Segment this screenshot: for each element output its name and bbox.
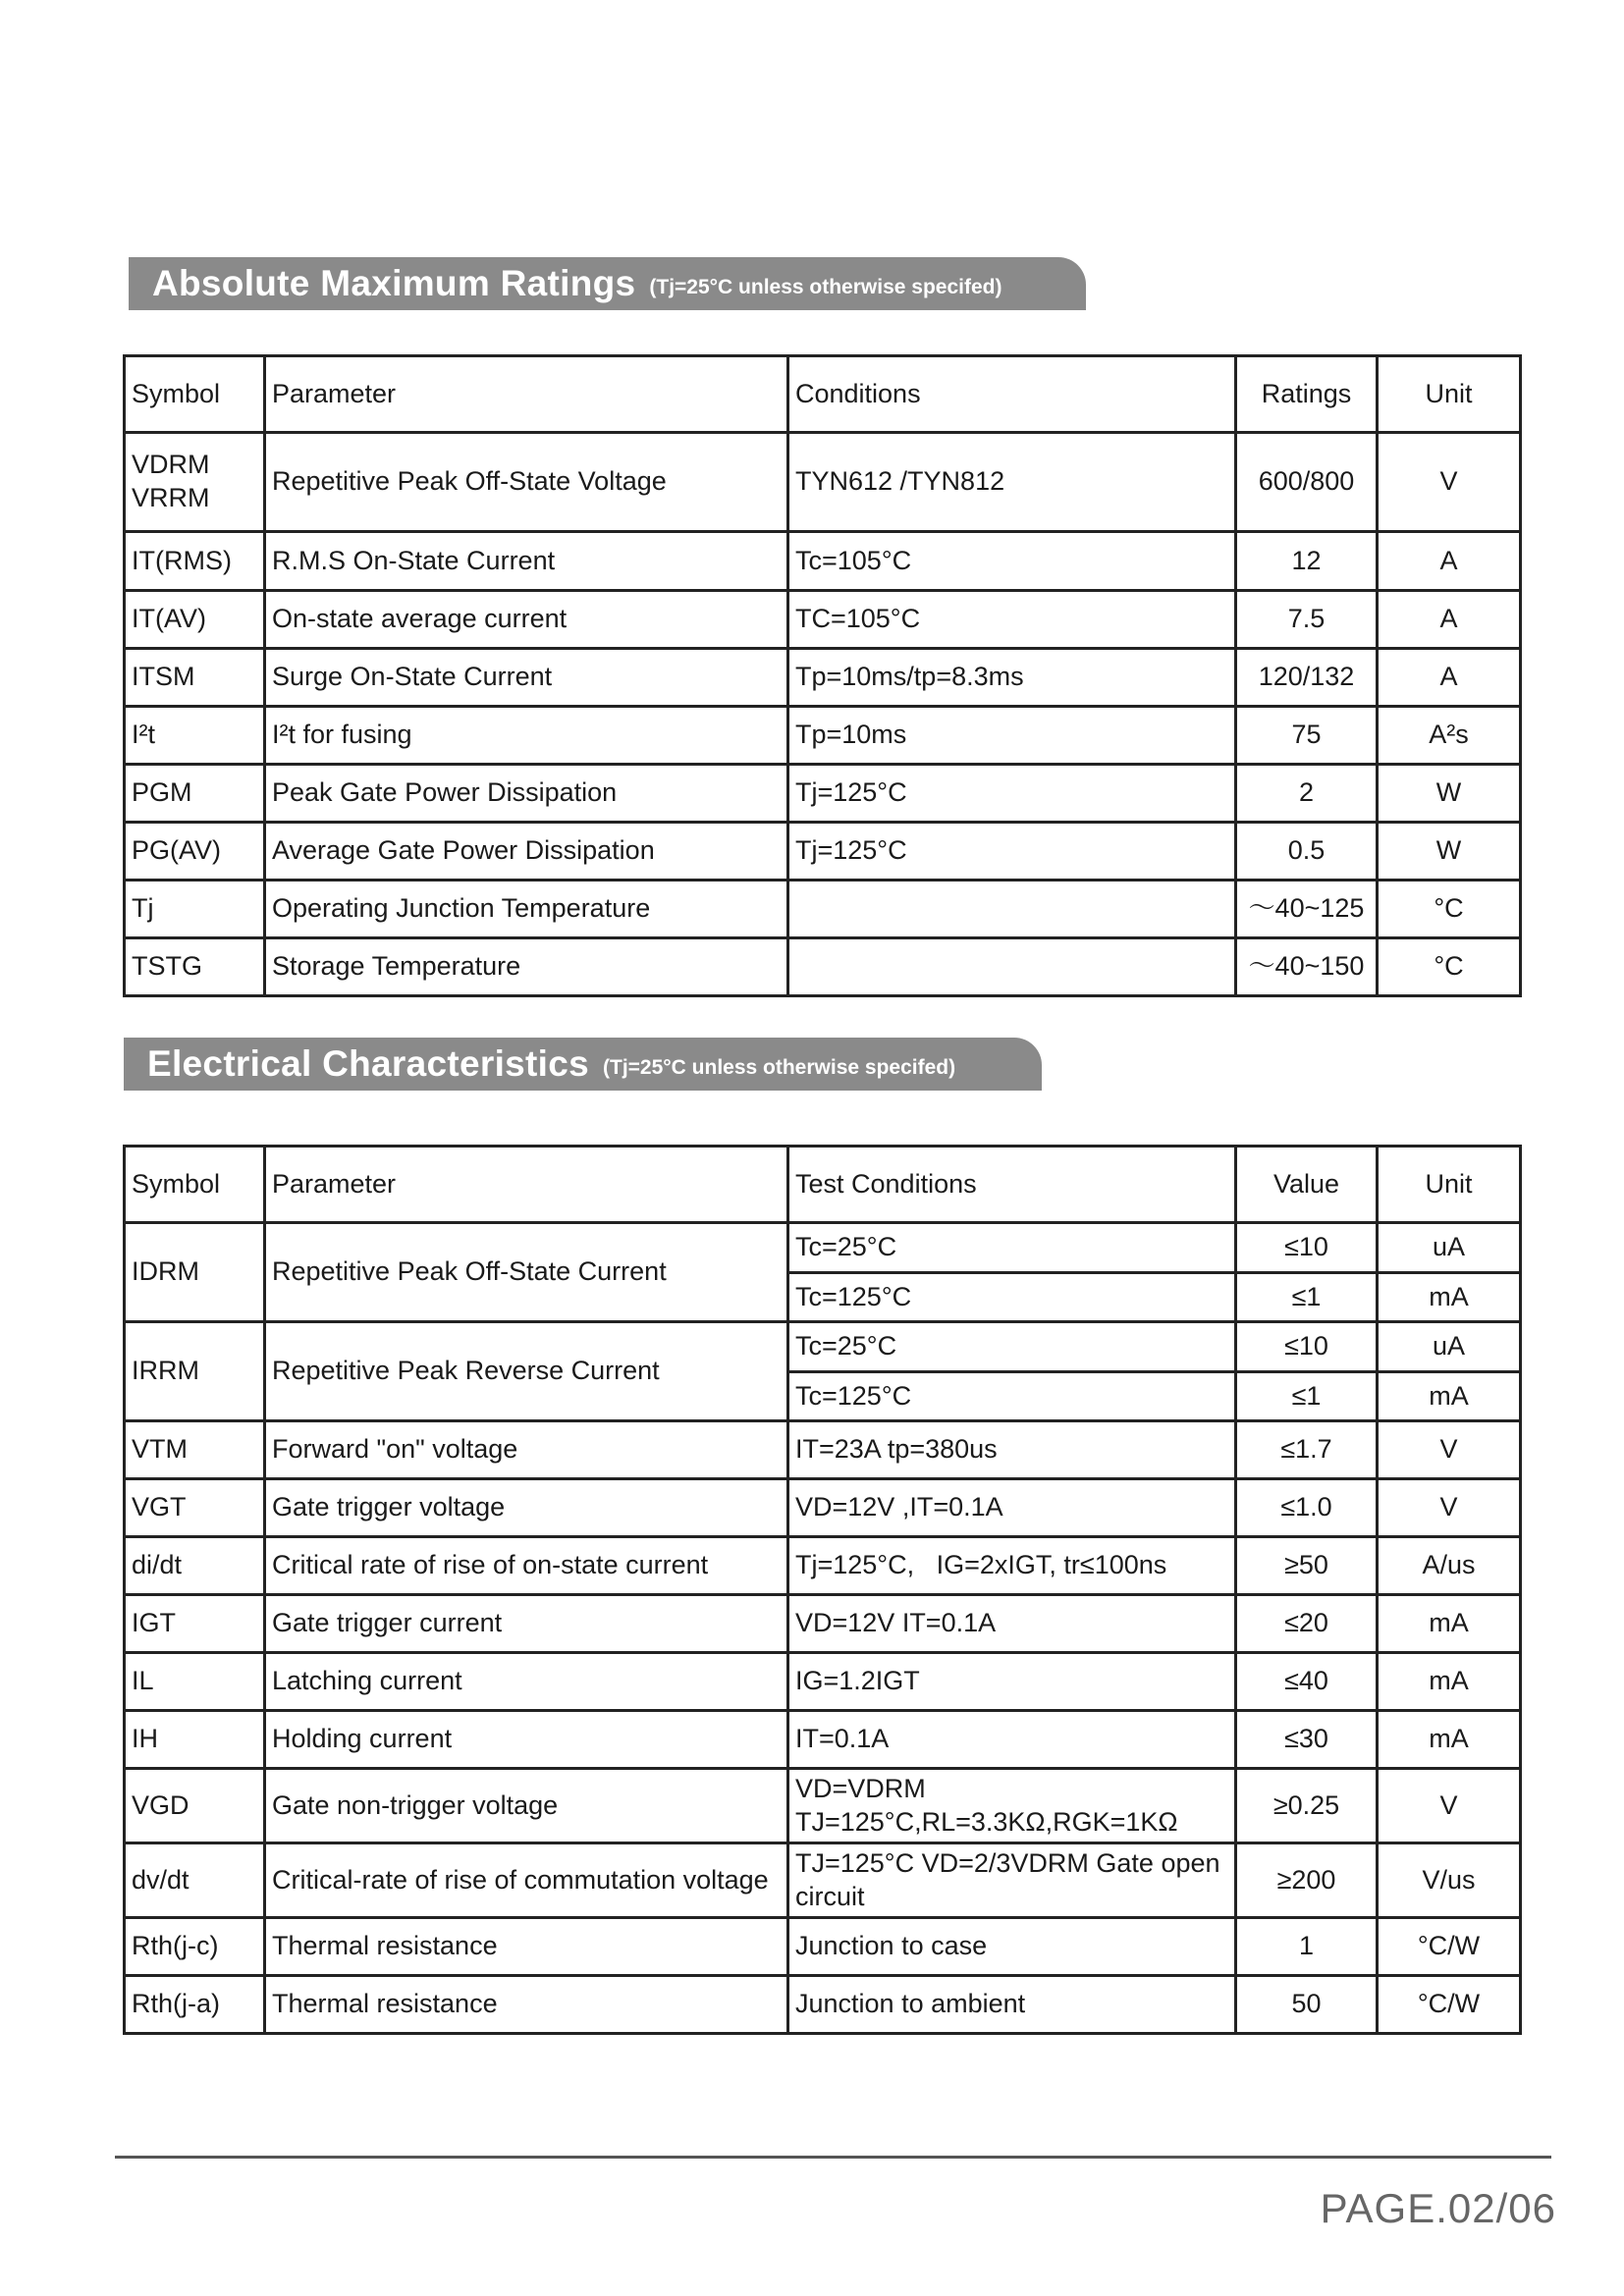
- unit-cell: A²s: [1378, 707, 1521, 765]
- conditions-cell: Tp=10ms/tp=8.3ms: [788, 649, 1236, 707]
- header-ratings: Ratings: [1236, 356, 1378, 433]
- conditions-cell: [788, 938, 1236, 996]
- symbol-cell: IL: [125, 1653, 265, 1711]
- table-row: [125, 1537, 1521, 1595]
- symbol-cell: IGT: [125, 1595, 265, 1653]
- conditions-cell: VD=12V IT=0.1A: [788, 1595, 1236, 1653]
- parameter-cell: Operating Junction Temperature: [265, 881, 788, 938]
- unit-cell: °C/W: [1378, 1976, 1521, 2034]
- conditions-cell: Tp=10ms: [788, 707, 1236, 765]
- value-cell: ≤10: [1236, 1223, 1378, 1273]
- unit-cell: V: [1378, 1479, 1521, 1537]
- table-row: [125, 532, 1521, 591]
- symbol-cell: dv/dt: [125, 1843, 265, 1918]
- table-row: [125, 1322, 1521, 1372]
- unit-cell: mA: [1378, 1595, 1521, 1653]
- parameter-cell: Repetitive Peak Off-State Current: [265, 1223, 788, 1322]
- conditions-cell: Junction to ambient: [788, 1976, 1236, 2034]
- page-number: PAGE.02/06: [1320, 2185, 1556, 2231]
- table-row: [125, 823, 1521, 881]
- abs-ratings-title: Absolute Maximum Ratings: [152, 263, 636, 303]
- table-row: [125, 938, 1521, 996]
- parameter-cell: Latching current: [265, 1653, 788, 1711]
- symbol-cell: Rth(j-a): [125, 1976, 265, 2034]
- table-row: [125, 765, 1521, 823]
- unit-cell: V: [1378, 433, 1521, 532]
- conditions-cell: Tj=125°C: [788, 765, 1236, 823]
- parameter-cell: Critical-rate of rise of commutation voltage: [265, 1843, 788, 1918]
- table-row: [125, 707, 1521, 765]
- footer-divider: [115, 2156, 1551, 2159]
- unit-cell: °C: [1378, 881, 1521, 938]
- parameter-cell: Thermal resistance: [265, 1918, 788, 1976]
- value-cell: ≤10: [1236, 1322, 1378, 1372]
- symbol-cell: ITSM: [125, 649, 265, 707]
- table-row: [125, 1711, 1521, 1769]
- table-row: [125, 433, 1521, 532]
- table-row: [125, 649, 1521, 707]
- parameter-cell: I²t for fusing: [265, 707, 788, 765]
- parameter-cell: Surge On-State Current: [265, 649, 788, 707]
- unit-cell: A: [1378, 649, 1521, 707]
- rating-cell: ～40~150: [1236, 938, 1378, 996]
- table-header-row: [125, 356, 1521, 433]
- symbol-cell: VGT: [125, 1479, 265, 1537]
- value-cell: ≥50: [1236, 1537, 1378, 1595]
- unit-cell: W: [1378, 823, 1521, 881]
- table-row: [125, 1223, 1521, 1273]
- unit-cell: mA: [1378, 1273, 1521, 1322]
- table-row: [125, 881, 1521, 938]
- rating-cell: 0.5: [1236, 823, 1378, 881]
- symbol-cell: Tj: [125, 881, 265, 938]
- conditions-cell: Tc=25°C: [788, 1322, 1236, 1372]
- rating-cell: 600/800: [1236, 433, 1378, 532]
- symbol-cell: IDRM: [125, 1223, 265, 1322]
- unit-cell: mA: [1378, 1653, 1521, 1711]
- parameter-cell: Gate trigger voltage: [265, 1479, 788, 1537]
- table-row: [125, 1421, 1521, 1479]
- table-row: [125, 1653, 1521, 1711]
- unit-cell: mA: [1378, 1372, 1521, 1421]
- value-cell: ≤1: [1236, 1273, 1378, 1322]
- conditions-cell: TC=105°C: [788, 591, 1236, 649]
- symbol-cell: TSTG: [125, 938, 265, 996]
- value-cell: ≤30: [1236, 1711, 1378, 1769]
- parameter-cell: Gate trigger current: [265, 1595, 788, 1653]
- value-cell: ≥0.25: [1236, 1769, 1378, 1843]
- unit-cell: °C: [1378, 938, 1521, 996]
- rating-cell: ～40~125: [1236, 881, 1378, 938]
- elec-char-subtitle: (Tj=25°C unless otherwise specifed): [603, 1056, 956, 1079]
- unit-cell: V/us: [1378, 1843, 1521, 1918]
- table-row: [125, 1918, 1521, 1976]
- conditions-cell: IG=1.2IGT: [788, 1653, 1236, 1711]
- parameter-cell: Peak Gate Power Dissipation: [265, 765, 788, 823]
- table-row: [125, 1976, 1521, 2034]
- header-conditions: Conditions: [788, 356, 1236, 433]
- abs-ratings-table: [123, 354, 1522, 997]
- conditions-cell: IT=23A tp=380us: [788, 1421, 1236, 1479]
- table-row: [125, 1595, 1521, 1653]
- header-parameter: Parameter: [265, 1147, 788, 1223]
- parameter-cell: Thermal resistance: [265, 1976, 788, 2034]
- unit-cell: A: [1378, 591, 1521, 649]
- header-unit: Unit: [1378, 1147, 1521, 1223]
- unit-cell: A/us: [1378, 1537, 1521, 1595]
- conditions-cell: TYN612 /TYN812: [788, 433, 1236, 532]
- rating-cell: 7.5: [1236, 591, 1378, 649]
- header-unit: Unit: [1378, 356, 1521, 433]
- abs-ratings-subtitle: (Tj=25°C unless otherwise specifed): [649, 276, 1002, 298]
- conditions-cell: Junction to case: [788, 1918, 1236, 1976]
- abs-ratings-banner: [129, 257, 1086, 310]
- conditions-cell: VD=VDRM TJ=125°C,RL=3.3KΩ,RGK=1KΩ: [788, 1769, 1236, 1843]
- parameter-cell: Forward "on" voltage: [265, 1421, 788, 1479]
- unit-cell: V: [1378, 1769, 1521, 1843]
- conditions-cell: TJ=125°C VD=2/3VDRM Gate open circuit: [788, 1843, 1236, 1918]
- symbol-cell: IT(AV): [125, 591, 265, 649]
- table-row: [125, 1769, 1521, 1843]
- parameter-cell: R.M.S On-State Current: [265, 532, 788, 591]
- parameter-cell: Repetitive Peak Off-State Voltage: [265, 433, 788, 532]
- parameter-cell: Average Gate Power Dissipation: [265, 823, 788, 881]
- conditions-cell: Tj=125°C, IG=2xIGT, tr≤100ns: [788, 1537, 1236, 1595]
- value-cell: ≤1.0: [1236, 1479, 1378, 1537]
- value-cell: ≤40: [1236, 1653, 1378, 1711]
- rating-cell: 2: [1236, 765, 1378, 823]
- conditions-cell: Tc=105°C: [788, 532, 1236, 591]
- conditions-cell: IT=0.1A: [788, 1711, 1236, 1769]
- parameter-cell: Critical rate of rise of on-state current: [265, 1537, 788, 1595]
- value-cell: ≤1: [1236, 1372, 1378, 1421]
- value-cell: 50: [1236, 1976, 1378, 2034]
- symbol-cell: PG(AV): [125, 823, 265, 881]
- conditions-cell: Tc=25°C: [788, 1223, 1236, 1273]
- unit-cell: °C/W: [1378, 1918, 1521, 1976]
- conditions-cell: Tj=125°C: [788, 823, 1236, 881]
- symbol-cell: PGM: [125, 765, 265, 823]
- elec-char-banner: [124, 1038, 1042, 1091]
- table-row: [125, 1479, 1521, 1537]
- elec-char-title: Electrical Characteristics: [147, 1043, 589, 1084]
- value-cell: 1: [1236, 1918, 1378, 1976]
- conditions-cell: Tc=125°C: [788, 1273, 1236, 1322]
- symbol-cell: VDRM VRRM: [125, 433, 265, 532]
- symbol-cell: VTM: [125, 1421, 265, 1479]
- header-symbol: Symbol: [125, 356, 265, 433]
- parameter-cell: Storage Temperature: [265, 938, 788, 996]
- value-cell: ≥200: [1236, 1843, 1378, 1918]
- rating-cell: 120/132: [1236, 649, 1378, 707]
- rating-cell: 75: [1236, 707, 1378, 765]
- rating-cell: 12: [1236, 532, 1378, 591]
- parameter-cell: On-state average current: [265, 591, 788, 649]
- value-cell: ≤20: [1236, 1595, 1378, 1653]
- unit-cell: W: [1378, 765, 1521, 823]
- table-row: [125, 1843, 1521, 1918]
- symbol-cell: I²t: [125, 707, 265, 765]
- parameter-cell: Repetitive Peak Reverse Current: [265, 1322, 788, 1421]
- header-parameter: Parameter: [265, 356, 788, 433]
- unit-cell: uA: [1378, 1223, 1521, 1273]
- conditions-cell: VD=12V ,IT=0.1A: [788, 1479, 1236, 1537]
- elec-char-table: [123, 1145, 1522, 2035]
- header-symbol: Symbol: [125, 1147, 265, 1223]
- unit-cell: uA: [1378, 1322, 1521, 1372]
- symbol-cell: IH: [125, 1711, 265, 1769]
- parameter-cell: Holding current: [265, 1711, 788, 1769]
- value-cell: ≤1.7: [1236, 1421, 1378, 1479]
- unit-cell: mA: [1378, 1711, 1521, 1769]
- unit-cell: A: [1378, 532, 1521, 591]
- symbol-cell: VGD: [125, 1769, 265, 1843]
- header-value: Value: [1236, 1147, 1378, 1223]
- header-test-conditions: Test Conditions: [788, 1147, 1236, 1223]
- conditions-cell: Tc=125°C: [788, 1372, 1236, 1421]
- parameter-cell: Gate non-trigger voltage: [265, 1769, 788, 1843]
- unit-cell: V: [1378, 1421, 1521, 1479]
- symbol-cell: di/dt: [125, 1537, 265, 1595]
- table-row: [125, 591, 1521, 649]
- symbol-cell: IRRM: [125, 1322, 265, 1421]
- symbol-cell: Rth(j-c): [125, 1918, 265, 1976]
- conditions-cell: [788, 881, 1236, 938]
- symbol-cell: IT(RMS): [125, 532, 265, 591]
- table-header-row: [125, 1147, 1521, 1223]
